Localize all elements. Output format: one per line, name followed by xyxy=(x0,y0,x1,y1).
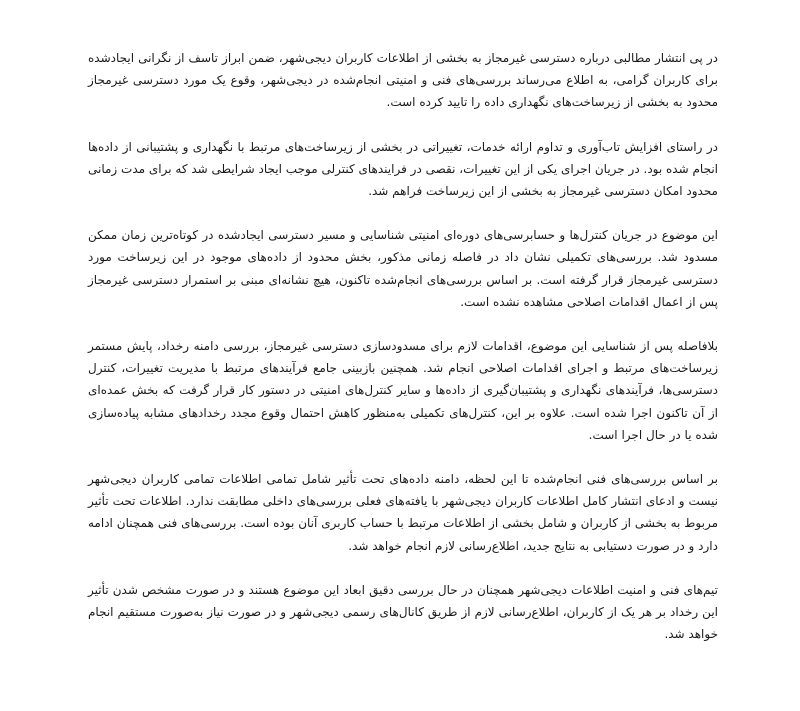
paragraph-detection: این موضوع در جریان کنترل‌ها و حسابرسی‌های دوره‌ای امنیتی شناسایی و مسیر دسترسی ایجادشده در کوتاه‌ترین زمان ممکن مسدود شد. بررسی‌های تکمیلی نشان داد در فاصله زمانی مذکور، بخش محدود از داده‌های موجود در این زیرساخت مورد دسترسی غیرمجاز قرار گرفته است. بر اساس بررسی‌های انجام‌شده تاکنون، هیچ نشانه‌ای مبنی بر استمرار دسترسی غیرمجاز پس از اعمال اقدامات اصلاحی مشاهده نشده است. xyxy=(88,228,718,309)
paragraph-infrastructure-changes: در راستای افزایش تاب‌آوری و تداوم ارائه خدمات، تغییراتی در بخشی از زیرساخت‌های مرتبط با نگهداری و پشتیبانی از داده‌ها انجام شده بود. در جریان اجرای یکی از این تغییرات، نقصی در فرایندهای کنترلی موجب ایجاد شرایطی شد که برای مدت زمانی محدود امکان دسترسی غیرمجاز به بخشی از این زیرساخت فراهم شد. xyxy=(88,139,718,199)
paragraph-affected-scope: بر اساس بررسی‌های فنی انجام‌شده تا این لحظه، دامنه داده‌های تحت تأثیر شامل تمامی اطلاعات تمامی کاربران دیجی‌شهر نیست و ادعای انتشار کامل اطلاعات کاربران دیجی‌شهر با یافته‌های فعلی بررسی‌های داخلی مطابقت ندارد. اطلاعات تحت تأثیر مربوط به بخشی از کاربران و شامل بخشی از اطلاعات مرتبط با حساب کاربری آنان بوده است. بررسی‌های فنی همچنان ادامه دارد و در صورت دستیابی به نتایج جدید، اطلاع‌رسانی لازم انجام خواهد شد. xyxy=(88,472,718,553)
paragraph-incident-intro: در پی انتشار مطالبی درباره دسترسی غیرمجاز به بخشی از اطلاعات کاربران دیجی‌شهر، ضمن ابراز تاسف از نگرانی ایجادشده برای کاربران گرامی، به اطلاع می‌رساند بررسی‌های فنی و امنیتی انجام‌شده در دیجی‌شهر، وقوع یک مورد دسترسی غیرمجاز محدود به بخشی از زیرساخت‌های نگهداری داده را تایید کرده است. xyxy=(88,51,718,110)
paragraph-next-steps: تیم‌های فنی و امنیت اطلاعات دیجی‌شهر همچنان در حال بررسی دقیق ابعاد این موضوع هستند و در صورت مشخص شدن تأثیر این رخداد بر هر یک از کاربران، اطلاع‌رسانی لازم از طریق کانال‌های رسمی دیجی‌شهر و در صورت نیاز به‌صورت مستقیم انجام خواهد شد. xyxy=(88,582,718,642)
document-body xyxy=(88,47,718,645)
paragraph-remediation: بلافاصله پس از شناسایی این موضوع، اقدامات لازم برای مسدودسازی دسترسی غیرمجاز، بررسی دامنه رخداد، پایش مستمر زیرساخت‌های مرتبط و اجرای اقدامات اصلاحی انجام شد. همچنین بازبینی جامع فرآیندهای مرتبط با مدیریت تغییرات، کنترل دسترسی‌ها، فرآیندهای نگهداری و پشتیبان‌گیری از داده‌ها و سایر کنترل‌های امنیتی در دستور کار قرار گرفت که بخش عمده‌ای از آن تاکنون اجرا شده است. علاوه بر این، کنترل‌های تکمیلی به‌منظور کاهش احتمال وقوع مجدد رخدادهای مشابه پیاده‌سازی شده یا در حال اجرا است. xyxy=(88,339,718,442)
